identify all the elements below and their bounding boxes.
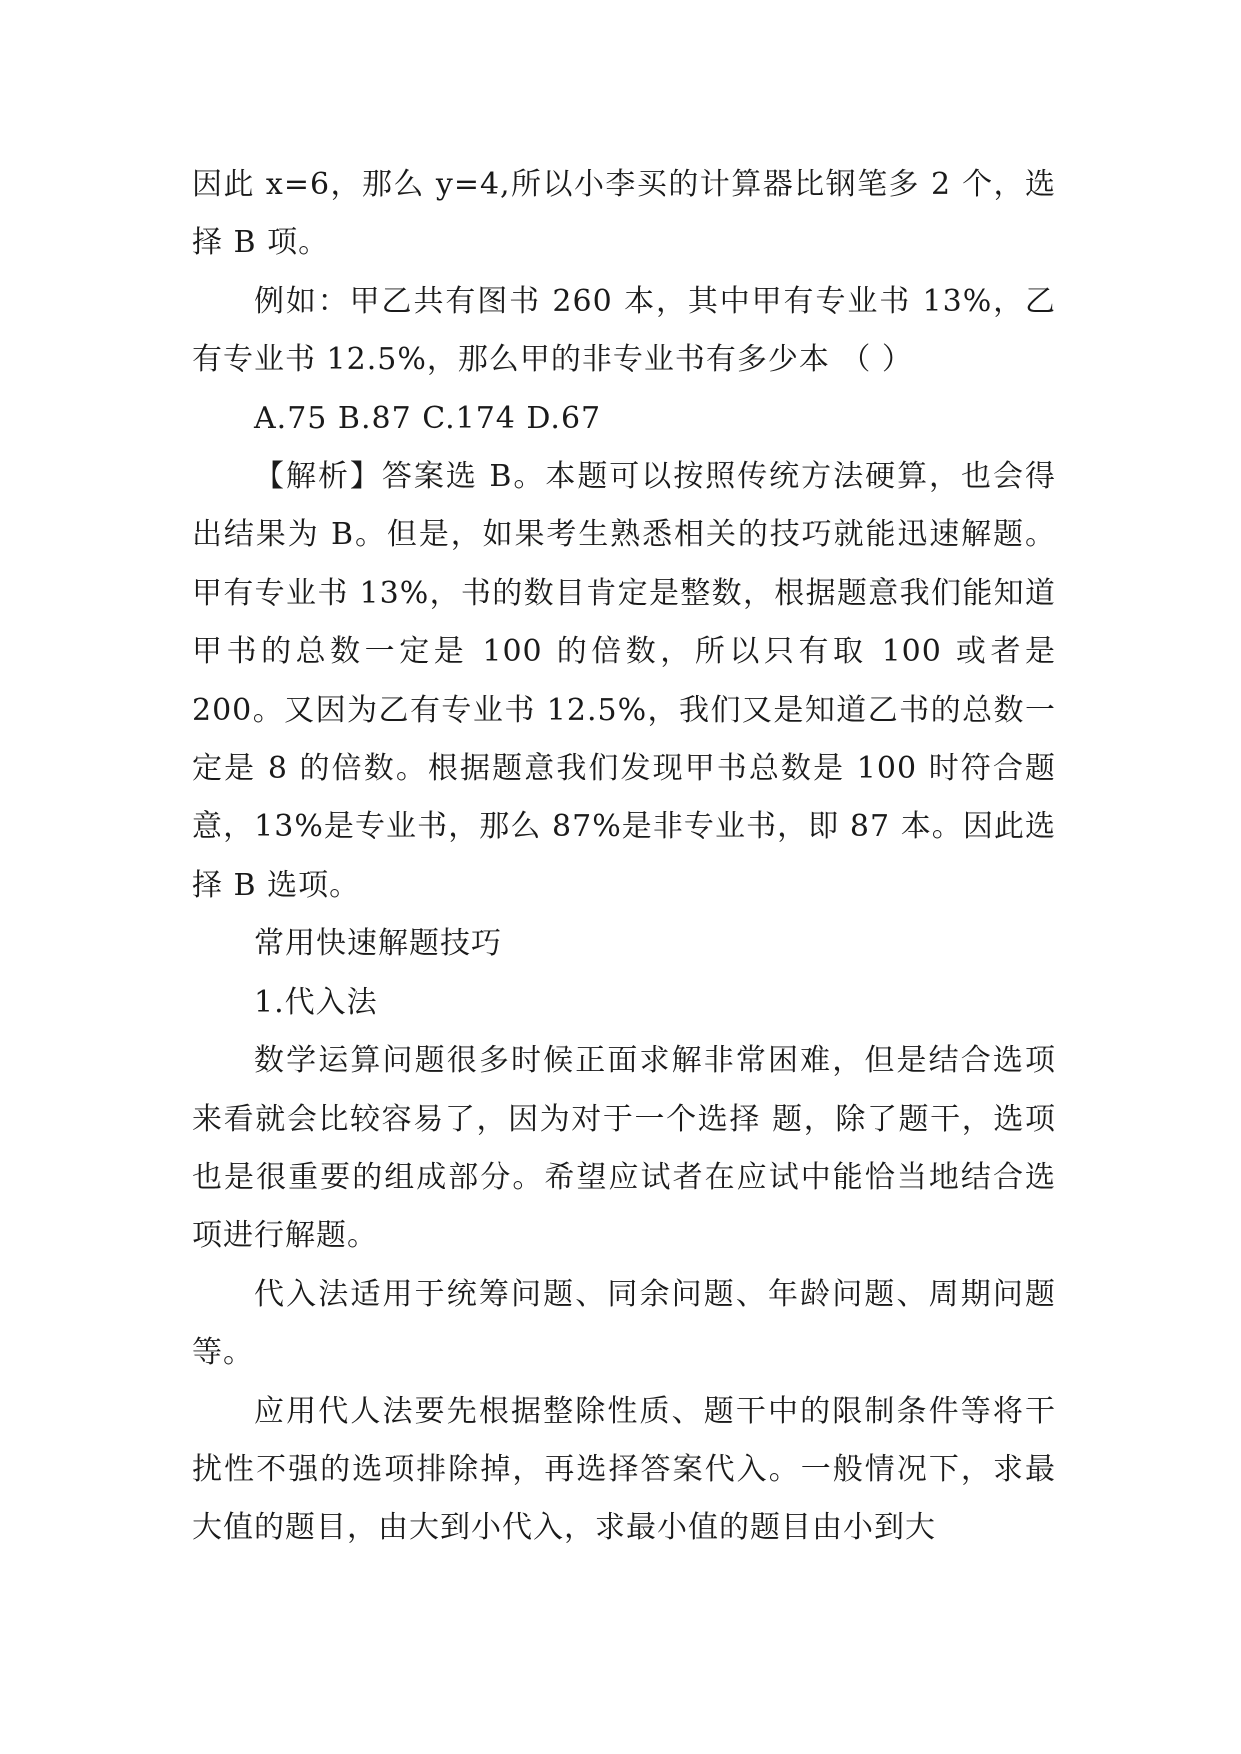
paragraph-4: 【解析】答案选 B。本题可以按照传统方法硬算，也会得出结果为 B。但是，如果考生熟悉相关的技巧就能迅速解题。甲有专业书 13%，书的数目肯定是整数，根据题意我们能知道甲书的总数一定是 100 的倍数，所以只有取 100 或者是 200。又因为乙有专业书 12.5%，我们又是知道乙书的总数一定是 8 的倍数。根据题意我们发现甲书总数是 100 时符合题意，13%是专业书，那么 87%是非专业书，即 87 本。因此选择 B 选项。 xyxy=(192,459,1056,903)
paragraph-7: 数学运算问题很多时候正面求解非常困难，但是结合选项来看就会比较容易了，因为对于一个选择 题，除了题干，选项也是很重要的组成部分。希望应试者在应试中能恰当地结合选项进行解题。 xyxy=(192,1043,1056,1254)
paragraph-5: 常用快速解题技巧 xyxy=(254,926,502,962)
document-body xyxy=(192,156,1056,1558)
paragraph-3: A.75 B.87 C.174 D.67 xyxy=(254,400,602,436)
paragraph-1: 因此 x=6，那么 y=4,所以小李买的计算器比钢笔多 2 个，选择 B 项。 xyxy=(192,167,1056,261)
paragraph-2: 例如：甲乙共有图书 260 本，其中甲有专业书 13%，乙有专业书 12.5%，那么甲的非专业书有多少本 （ ） xyxy=(192,283,1056,378)
paragraph-8: 代入法适用于统筹问题、同余问题、年龄问题、周期问题等。 xyxy=(192,1276,1056,1371)
paragraph-6: 1.代入法 xyxy=(254,984,378,1020)
paragraph-9: 应用代人法要先根据整除性质、题干中的限制条件等将干扰性不强的选项排除掉，再选择答案代入。一般情况下，求最大值的题目，由大到小代入，求最小值的题目由小到大 xyxy=(192,1393,1056,1546)
